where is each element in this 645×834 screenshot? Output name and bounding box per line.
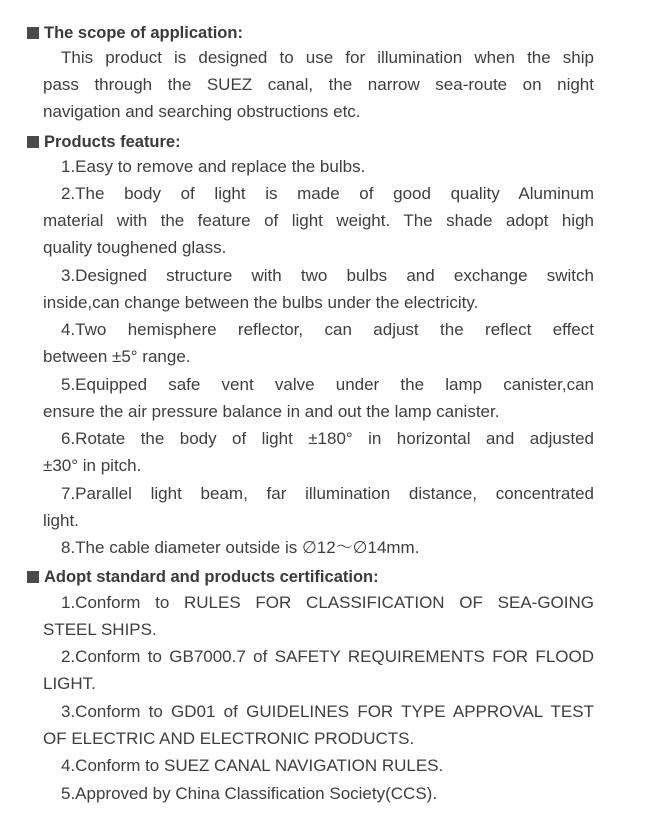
feature-item: 5.Equipped safe vent valve under the lamp canister,can: [61, 375, 594, 394]
standard-item: 2.Conform to GB7000.7 of SAFETY REQUIREMENTS FOR FLOOD: [61, 647, 594, 666]
paragraph-line: pass through the SUEZ canal, the narrow sea-route on night: [43, 75, 594, 94]
square-bullet-icon: [27, 136, 39, 148]
feature-item: 1.Easy to remove and replace the bulbs.: [61, 157, 366, 176]
paragraph-line: This product is designed to use for illumination when the ship: [61, 48, 594, 67]
feature-item-continuation: inside,can change between the bulbs under the electricity.: [43, 293, 479, 312]
square-bullet-icon: [27, 571, 39, 583]
feature-item-continuation: ±30° in pitch.: [43, 456, 142, 475]
paragraph-line: navigation and searching obstructions etc.: [43, 102, 361, 121]
feature-item: 4.Two hemisphere reflector, can adjust the reflect effect: [61, 320, 594, 339]
section-heading-standards: [27, 567, 379, 587]
feature-item-continuation: ensure the air pressure balance in and out the lamp canister.: [43, 402, 500, 421]
section-heading-text: The scope of application:: [44, 23, 243, 42]
feature-item: 8.The cable diameter outside is ∅12～∅14mm.: [61, 538, 420, 557]
section-heading-text: Products feature:: [44, 132, 181, 151]
section-heading-scope: [27, 23, 243, 43]
standard-item: 4.Conform to SUEZ CANAL NAVIGATION RULES.: [61, 756, 444, 775]
feature-item-continuation: quality toughened glass.: [43, 238, 227, 257]
feature-item-continuation: between ±5° range.: [43, 347, 191, 366]
standard-item-continuation: LIGHT.: [43, 674, 96, 693]
section-heading-text: Adopt standard and products certification:: [44, 567, 379, 586]
standard-item: 3.Conform to GD01 of GUIDELINES FOR TYPE APPROVAL TEST: [61, 702, 594, 721]
feature-item: 2.The body of light is made of good quality Aluminum: [61, 184, 594, 203]
feature-item-continuation: light.: [43, 511, 79, 530]
feature-item: 3.Designed structure with two bulbs and exchange switch: [61, 266, 594, 285]
square-bullet-icon: [27, 27, 39, 39]
section-heading-features: [27, 132, 181, 152]
standard-item: 1.Conform to RULES FOR CLASSIFICATION OF SEA-GOING: [61, 593, 594, 612]
feature-item-continuation: material with the feature of light weight. The shade adopt high: [43, 211, 594, 230]
standard-item: 5.Approved by China Classification Society(CCS).: [61, 784, 438, 803]
standard-item-continuation: OF ELECTRIC AND ELECTRONIC PRODUCTS.: [43, 729, 415, 748]
feature-item: 7.Parallel light beam, far illumination distance, concentrated: [61, 484, 594, 503]
standard-item-continuation: STEEL SHIPS.: [43, 620, 157, 639]
feature-item: 6.Rotate the body of light ±180° in horizontal and adjusted: [61, 429, 594, 448]
